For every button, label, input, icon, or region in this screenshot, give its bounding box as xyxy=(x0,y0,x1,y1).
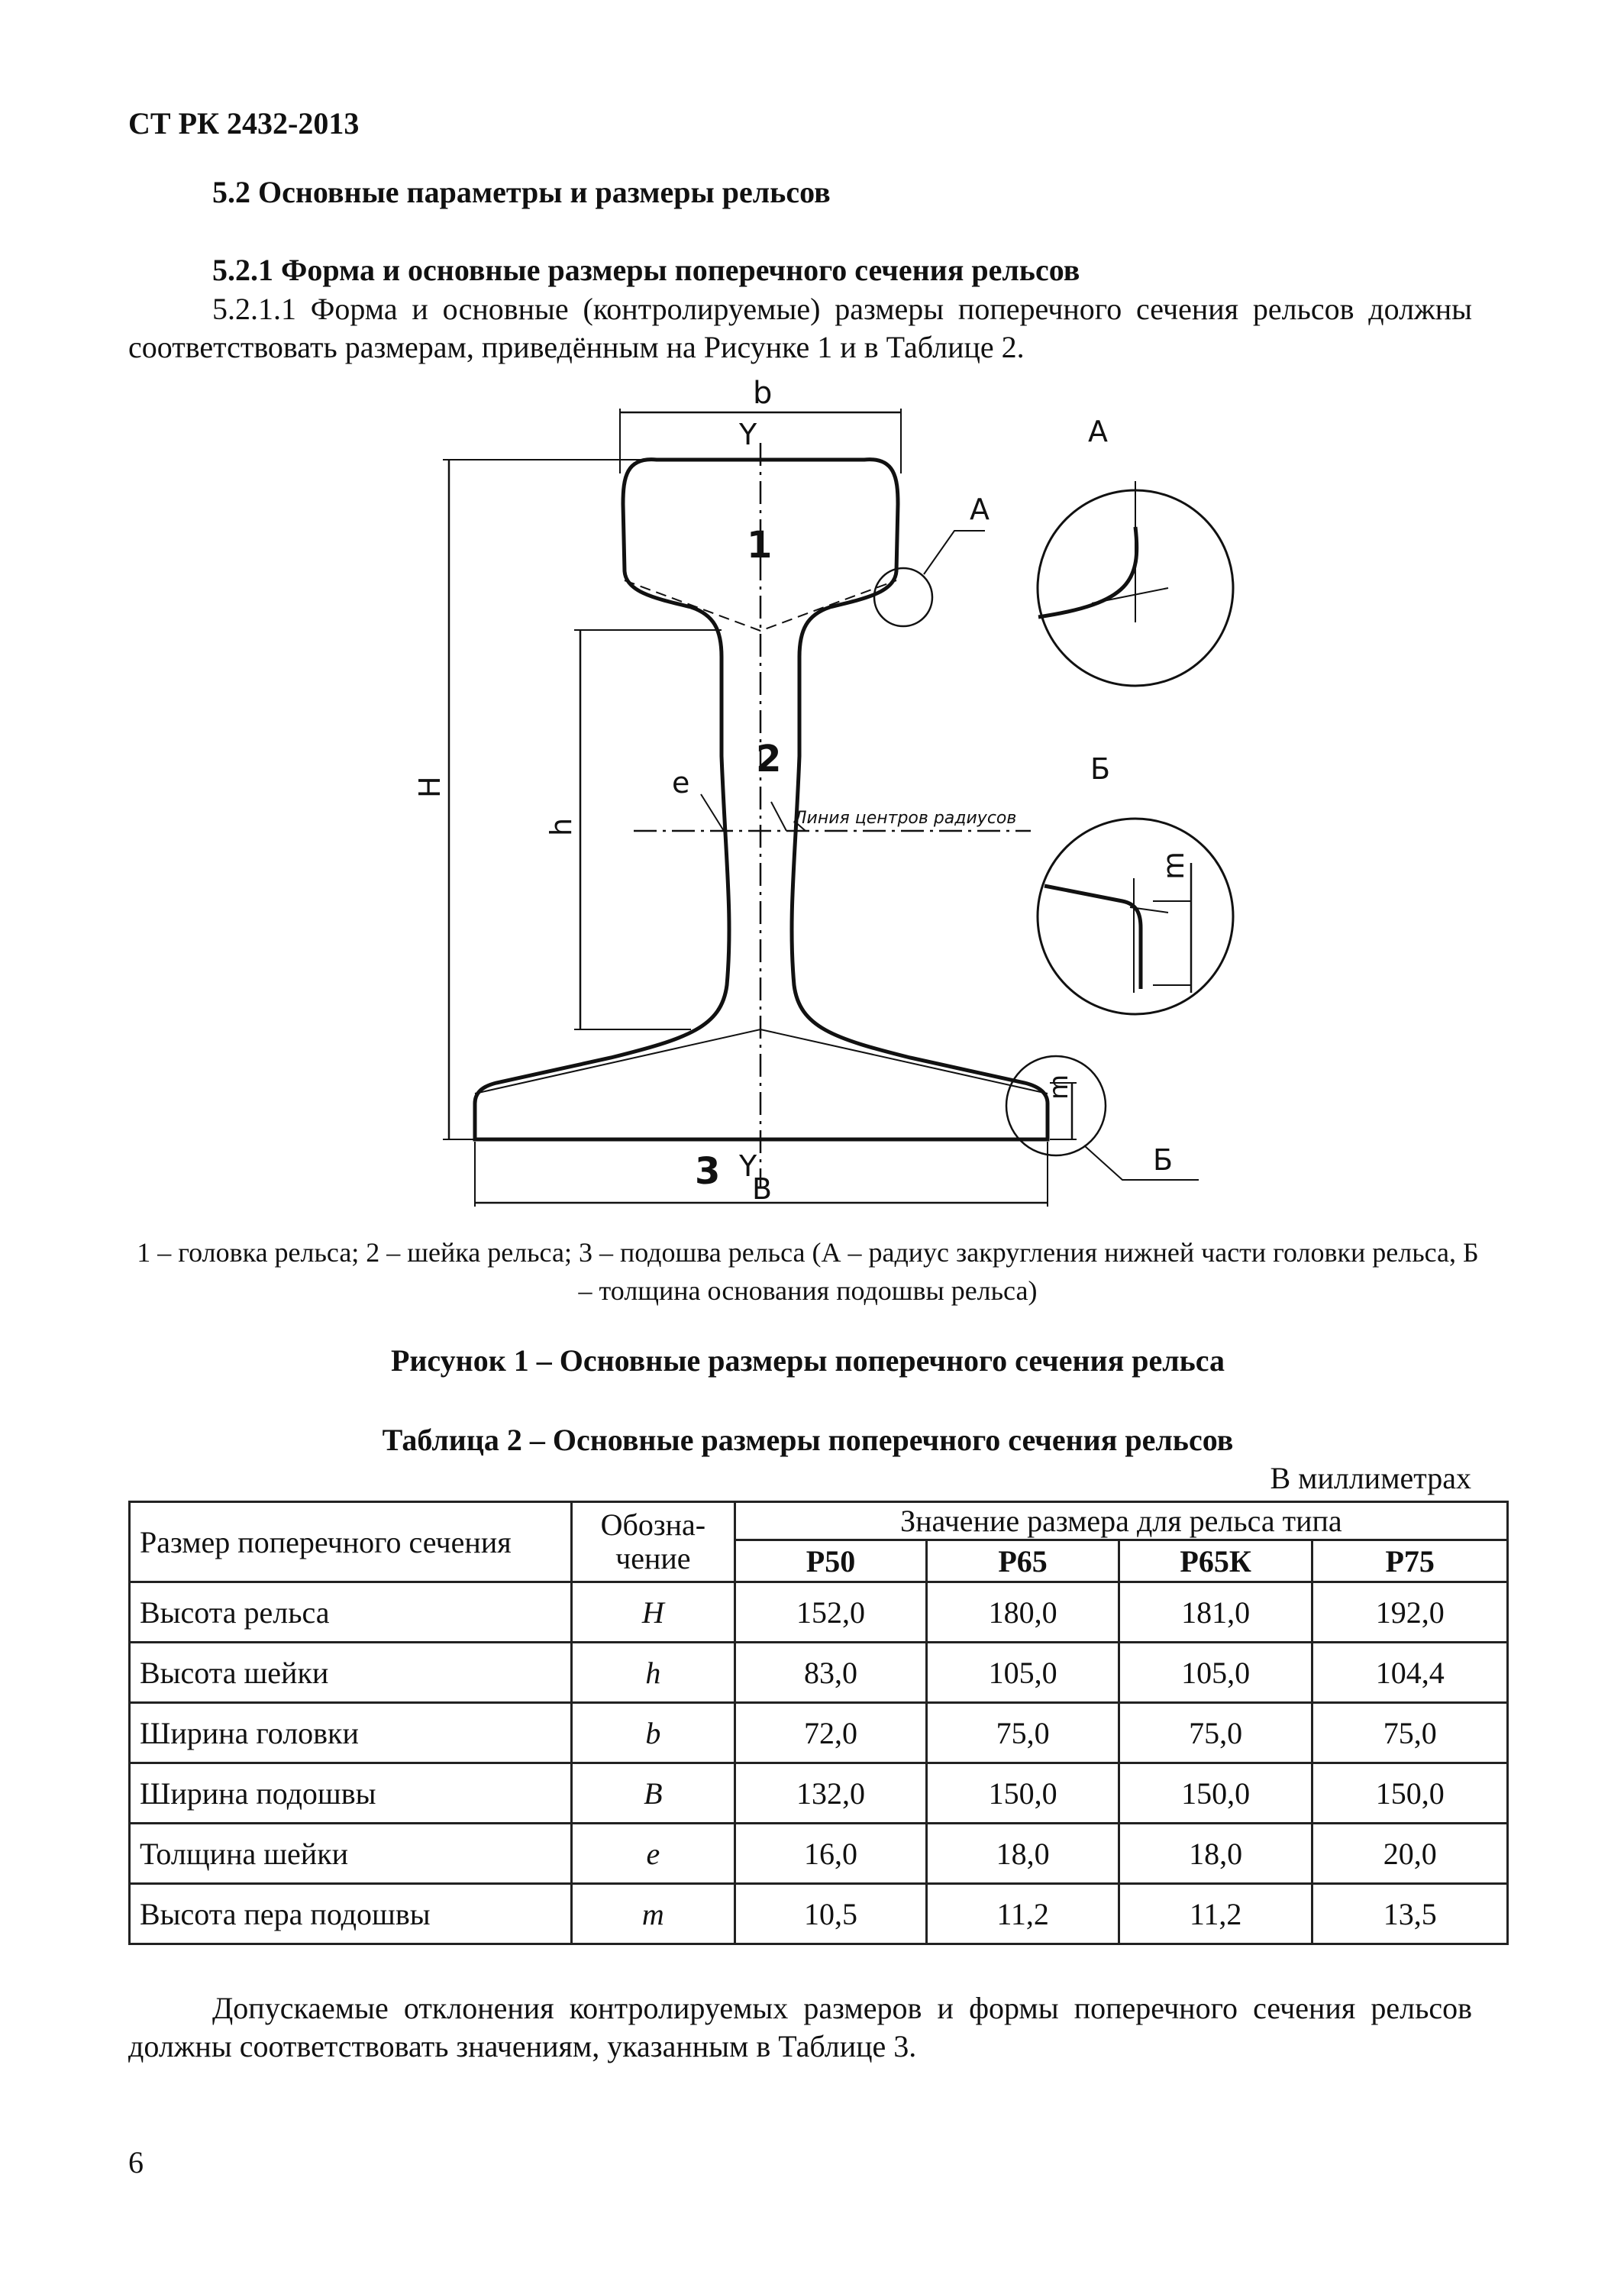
row-symbol: b xyxy=(571,1703,735,1763)
row-name: Толщина шейки xyxy=(130,1824,572,1884)
row-value: 16,0 xyxy=(735,1824,927,1884)
row-value: 150,0 xyxy=(1119,1763,1312,1824)
row-value: 104,4 xyxy=(1312,1643,1508,1703)
table-row xyxy=(130,1703,1508,1763)
label-y-bottom: Y xyxy=(739,1149,757,1183)
label-b: b xyxy=(753,376,773,411)
intro-paragraph: 5.2.1.1 Форма и основные (контролируемые) размеры поперечного сечения рельсов должны соответствовать размерам, приведённым на Рисунке 1 и в Таблице 2. xyxy=(128,292,1472,364)
row-name: Высота пера подошвы xyxy=(130,1884,572,1944)
page-number: 6 xyxy=(128,2145,144,2180)
table-row xyxy=(130,1884,1508,1944)
row-value: 20,0 xyxy=(1312,1824,1508,1884)
label-y-top: Y xyxy=(739,418,757,451)
row-value: 11,2 xyxy=(1119,1884,1312,1944)
label-e: e xyxy=(672,766,690,800)
label-detail-B: Б xyxy=(1090,752,1111,786)
label-H: H xyxy=(413,776,447,798)
row-symbol: m xyxy=(571,1884,735,1944)
header-value-group: Значение размера для рельса типа xyxy=(735,1502,1507,1540)
row-value: 18,0 xyxy=(1119,1824,1312,1884)
row-value: 152,0 xyxy=(735,1582,927,1643)
label-A-leader: A xyxy=(970,493,990,526)
subsection-title: 5.2.1 Форма и основные размеры поперечного сечения рельсов xyxy=(212,253,1080,287)
detail-A-marker xyxy=(874,568,932,626)
row-value: 105,0 xyxy=(1119,1643,1312,1703)
table-caption: Таблица 2 – Основные размеры поперечного сечения рельсов xyxy=(382,1423,1234,1457)
header-type-r65k: Р65К xyxy=(1119,1540,1312,1582)
row-value: 10,5 xyxy=(735,1884,927,1944)
row-value: 13,5 xyxy=(1312,1884,1508,1944)
row-value: 132,0 xyxy=(735,1763,927,1824)
header-symbol: Обозна-чение xyxy=(571,1502,735,1582)
row-value: 105,0 xyxy=(927,1643,1119,1703)
row-value: 18,0 xyxy=(927,1824,1119,1884)
label-part2: 2 xyxy=(756,738,782,780)
row-value: 150,0 xyxy=(1312,1763,1508,1824)
row-value: 75,0 xyxy=(927,1703,1119,1763)
table-row xyxy=(130,1643,1508,1703)
table-row xyxy=(130,1824,1508,1884)
label-part3: 3 xyxy=(695,1150,721,1193)
row-value: 11,2 xyxy=(927,1884,1119,1944)
closing-paragraph: Допускаемые отклонения контролируемых размеров и формы поперечного сечения рельсов должны соответствовать значениям, указанным в Таблице 3. xyxy=(128,1991,1472,2063)
header-type-r50: Р50 xyxy=(735,1540,927,1582)
header-type-r75: Р75 xyxy=(1312,1540,1508,1582)
figure-legend: 1 – головка рельса; 2 – шейка рельса; 3 – подошва рельса (А – радиус закругления нижней части головки рельса, Б – толщина основания подошвы рельса) xyxy=(137,1237,1479,1306)
row-value: 180,0 xyxy=(927,1582,1119,1643)
row-value: 150,0 xyxy=(927,1763,1119,1824)
label-detail-A: A xyxy=(1088,415,1108,448)
row-value: 181,0 xyxy=(1119,1582,1312,1643)
row-name: Высота рельса xyxy=(130,1582,572,1643)
row-symbol: e xyxy=(571,1824,735,1884)
label-m-detail: m xyxy=(1157,851,1190,880)
figure-caption: Рисунок 1 – Основные размеры поперечного сечения рельса xyxy=(390,1343,1225,1378)
row-symbol: B xyxy=(571,1763,735,1824)
row-value: 75,0 xyxy=(1119,1703,1312,1763)
row-name: Высота шейки xyxy=(130,1643,572,1703)
row-symbol: H xyxy=(571,1582,735,1643)
row-value: 192,0 xyxy=(1312,1582,1508,1643)
detail-B-circle xyxy=(1038,819,1233,1014)
row-name: Ширина подошвы xyxy=(130,1763,572,1824)
row-value: 83,0 xyxy=(735,1643,927,1703)
row-value: 72,0 xyxy=(735,1703,927,1763)
standard-code: СТ РК 2432-2013 xyxy=(128,106,360,141)
label-B: B xyxy=(752,1172,773,1206)
table-row xyxy=(130,1582,1508,1643)
row-name: Ширина головки xyxy=(130,1703,572,1763)
label-m-main: m xyxy=(1044,1074,1074,1100)
table-units: В миллиметрах xyxy=(1270,1461,1471,1495)
header-dimension: Размер поперечного сечения xyxy=(130,1502,572,1582)
dimensions-table xyxy=(128,1501,1509,1945)
label-centers-line: Линия центров радиусов xyxy=(794,809,1017,828)
detail-B-marker xyxy=(1006,1056,1106,1155)
label-B-leader: Б xyxy=(1153,1143,1174,1177)
table-row xyxy=(130,1763,1508,1824)
row-value: 75,0 xyxy=(1312,1703,1508,1763)
label-h: h xyxy=(544,817,578,836)
row-symbol: h xyxy=(571,1643,735,1703)
section-title: 5.2 Основные параметры и размеры рельсов xyxy=(212,175,831,209)
label-part1: 1 xyxy=(747,524,773,567)
header-type-r65: Р65 xyxy=(927,1540,1119,1582)
